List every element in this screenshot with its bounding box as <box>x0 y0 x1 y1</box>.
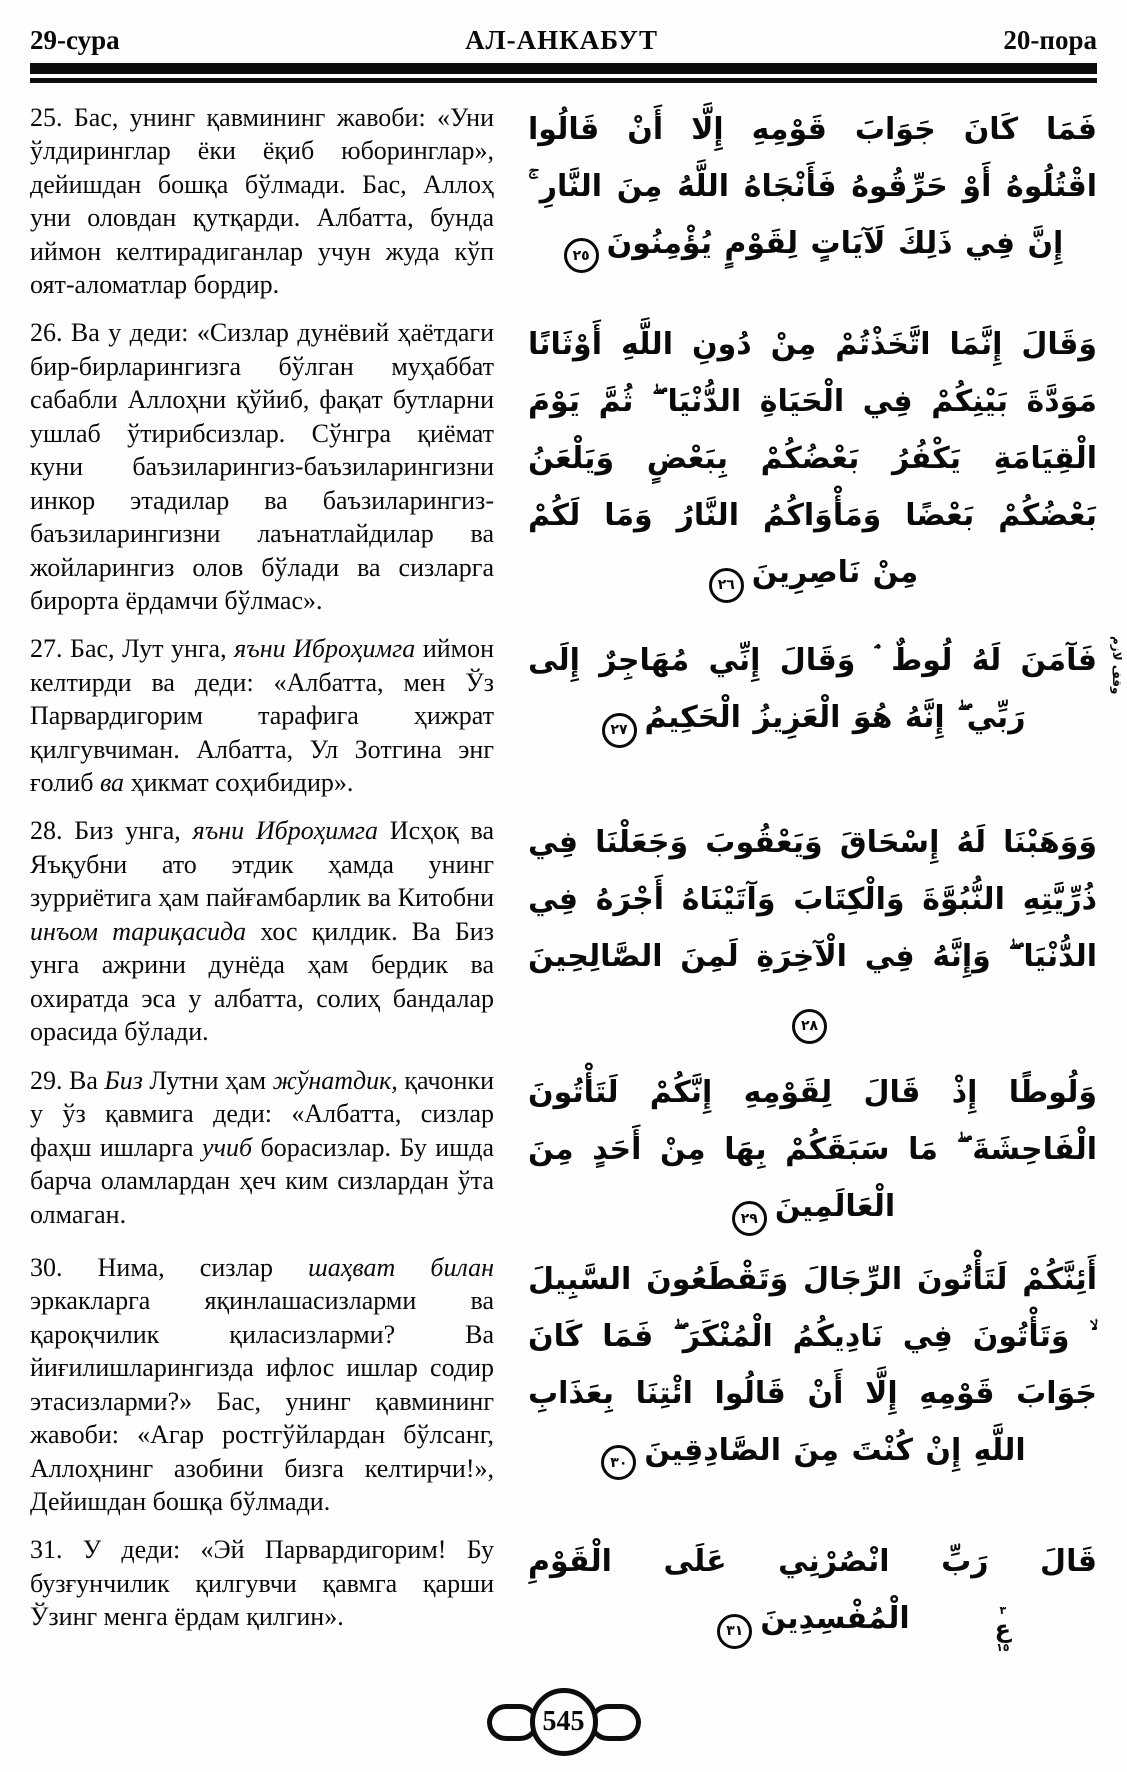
verse-row-28 <box>30 814 1097 1049</box>
verse-row-31 <box>30 1533 1097 1654</box>
ayah-medallion-30: ٣٠ <box>601 1445 636 1480</box>
header-sura-title: АЛ-АНКАБУТ <box>465 25 658 55</box>
ruku-ain-letter: ع <box>994 1614 1011 1643</box>
uzbek-text-28: 28. Биз унга, яъни Иброҳимга Исҳоқ ва Яъқубни ато этдик ҳамда унинг зурриётига ҳам пайғамбарлик ва Китобни инъом тариқасида хос қилдик. Ва Биз унга ажрини дунёда ҳам бердик ва охиратда эса у албатта, солиҳ бандалар орасида бўлади. <box>30 816 495 1047</box>
arabic-verse-text: وَقَالَ إِنَّمَا اتَّخَذْتُمْ مِنْ دُونِ اللَّهِ أَوْثَانًا مَوَدَّةَ بَيْنِكُمْ فِي الْحَيَاةِ الدُّنْيَا ۖ ثُمَّ يَوْمَ الْقِيَامَةِ يَكْفُرُ بَعْضُكُمْ بِبَعْضٍ وَيَلْعَنُ بَعْضُكُمْ بَعْضًا وَمَأْوَاكُمُ النَّارُ وَمَا لَكُمْ مِنْ نَاصِرِينَ <box>528 327 1097 591</box>
arabic-block-25 <box>528 101 1097 274</box>
arabic-text-28 <box>528 814 1097 1044</box>
arabic-verse-text: فَآمَنَ لَهُ لُوطٌ ۘ وَقَالَ إِنِّي مُهَاجِرٌ إِلَى رَبِّي ۖ إِنَّهُ هُوَ الْعَزِيزُ الْحَكِيمُ <box>528 643 1097 736</box>
arabic-verse-text: فَمَا كَانَ جَوَابَ قَوْمِهِ إِلَّا أَنْ قَالُوا اقْتُلُوهُ أَوْ حَرِّقُوهُ فَأَنْجَاهُ اللَّهُ مِنَ النَّارِ ۚ إِنَّ فِي ذَلِكَ لَآيَاتٍ لِقَوْمٍ يُؤْمِنُونَ <box>528 111 1097 261</box>
uzbek-text-25: 25. Бас, унинг қавмининг жавоби: «Уни ўлдиринглар ёки ёқиб юборинглар», дейишдан бошқа бўлмади. Бас, Аллоҳ уни оловдан қутқарди. Албатта, бунда иймон келтирадиганлар учун жуда кўп оят-аломатлар бордир. <box>30 102 494 300</box>
verse-row-25 <box>30 101 1097 302</box>
uzbek-text-26: 26. Ва у деди: «Сизлар дунёвий ҳаётдаги бир-бирларингизга бўлган муҳаббат сабабли Аллоҳни қўйиб, фақат бутларни ушлаб ўтирибсизлар. Сўнгра қиёмат куни баъзиларингиз-баъзиларингизни инкор этадилар ва баъзиларингиз-баъзиларингизни лаънатлайдилар ва жойларингиз олов бўлади ва сизларга бирорта ёрдамчи бўлмас». <box>30 318 494 616</box>
arabic-verse-text: قَالَ رَبِّ انْصُرْنِي عَلَى الْقَوْمِ الْمُفْسِدِينَ <box>528 1544 1097 1637</box>
uzbek-text-27: 27. Бас, Лут унга, яъни Иброҳимга иймон келтирди ва деди: «Албатта, мен Ўз Парвардигорим тарафига ҳижрат қилгувчиман. Албатта, Ул Зотгина энг ғолиб ва ҳикмат соҳибидир». <box>30 634 495 798</box>
arabic-block-27 <box>528 632 1124 748</box>
header-rule-thick <box>30 63 1097 74</box>
ayah-medallion-26: ٢٦ <box>709 568 744 603</box>
verse-row-30 <box>30 1251 1097 1519</box>
arabic-text-30 <box>528 1251 1097 1481</box>
arabic-block-29 <box>528 1064 1097 1237</box>
arabic-block-26 <box>528 316 1097 603</box>
ruku-number-bottom: ١٥ <box>996 1640 1010 1654</box>
ayah-medallion-29: ٢٩ <box>732 1201 767 1236</box>
page-header <box>30 26 1097 56</box>
header-rule-thin <box>30 78 1097 83</box>
arabic-verse-text: وَوَهَبْنَا لَهُ إِسْحَاقَ وَيَعْقُوبَ وَجَعَلْنَا فِي ذُرِّيَّتِهِ النُّبُوَّةَ وَالْكِتَابَ وَآتَيْنَاهُ أَجْرَهُ فِي الدُّنْيَا ۖ وَإِنَّهُ فِي الْآخِرَةِ لَمِنَ الصَّالِحِينَ <box>528 825 1097 975</box>
arabic-block-28 <box>528 814 1097 1044</box>
header-sura-number: 29-сура <box>30 25 120 55</box>
verse-row-26 <box>30 316 1097 618</box>
ruku-number-top: ٣ <box>999 1603 1007 1617</box>
waqf-lazim-margin-note: وقف لازم <box>1110 636 1124 695</box>
ayah-medallion-31: ٣١ <box>717 1614 752 1649</box>
ayah-medallion-27: ٢٧ <box>602 713 637 748</box>
arabic-verse-text: أَئِنَّكُمْ لَتَأْتُونَ الرِّجَالَ وَتَقْطَعُونَ السَّبِيلَ ۙ وَتَأْتُونَ فِي نَادِيكُمُ الْمُنْكَرَ ۖ فَمَا كَانَ جَوَابَ قَوْمِهِ إِلَّا أَنْ قَالُوا ائْتِنَا بِعَذَابِ اللَّهِ إِنْ كُنْتَ مِنَ الصَّادِقِينَ <box>528 1261 1097 1468</box>
arabic-text-27 <box>528 632 1097 748</box>
ayah-medallion-28: ٢٨ <box>792 1009 827 1044</box>
verse-row-27 <box>30 632 1124 800</box>
verses-area <box>30 101 1124 1654</box>
arabic-text-29 <box>528 1064 1097 1237</box>
uzbek-text-31: 31. У деди: «Эй Парвардигорим! Бу бузғунчилик қилгувчи қавмга қарши Ўзинг менга ёрдам қилгин». <box>30 1535 494 1632</box>
page-number-ornament <box>487 1688 641 1756</box>
arabic-verse-text: وَلُوطًا إِذْ قَالَ لِقَوْمِهِ إِنَّكُمْ لَتَأْتُونَ الْفَاحِشَةَ ۖ مَا سَبَقَكُمْ بِهَا مِنْ أَحَدٍ مِنَ الْعَالَمِينَ <box>528 1074 1097 1224</box>
uzbek-text-30: 30. Нима, сизлар шаҳват билан эркакларга яқинлашасизларми ва қароқчилик қиласизларми? Ва йиғилишларингизда ифлос ишлар содир этасизларми?» Бас, унинг қавмининг жавоби: «Агар ростгўйлардан бўлсанг, Аллоҳнинг азобини бизга келтирчи!», Дейишдан бошқа бўлмади. <box>30 1252 494 1517</box>
ayah-medallion-25: ٢٥ <box>564 238 599 273</box>
arabic-block-31 <box>528 1533 1097 1654</box>
page-number: 545 <box>530 1688 598 1756</box>
verse-row-29 <box>30 1064 1097 1237</box>
arabic-text-25 <box>528 101 1097 274</box>
ruku-marker <box>995 1605 1011 1653</box>
header-juz-number: 20-пора <box>1003 25 1097 55</box>
arabic-text-31 <box>528 1533 1097 1649</box>
arabic-block-30 <box>528 1251 1097 1481</box>
uzbek-text-29: 29. Ва Биз Лутни ҳам жўнатдик, қачонки у ўз қавмига деди: «Албатта, сизлар фаҳш ишларга учиб борасизлар. Бу ишда барча оламлардан ҳеч ким сизлардан ўта олмаган. <box>30 1065 494 1229</box>
arabic-text-26 <box>528 316 1097 603</box>
